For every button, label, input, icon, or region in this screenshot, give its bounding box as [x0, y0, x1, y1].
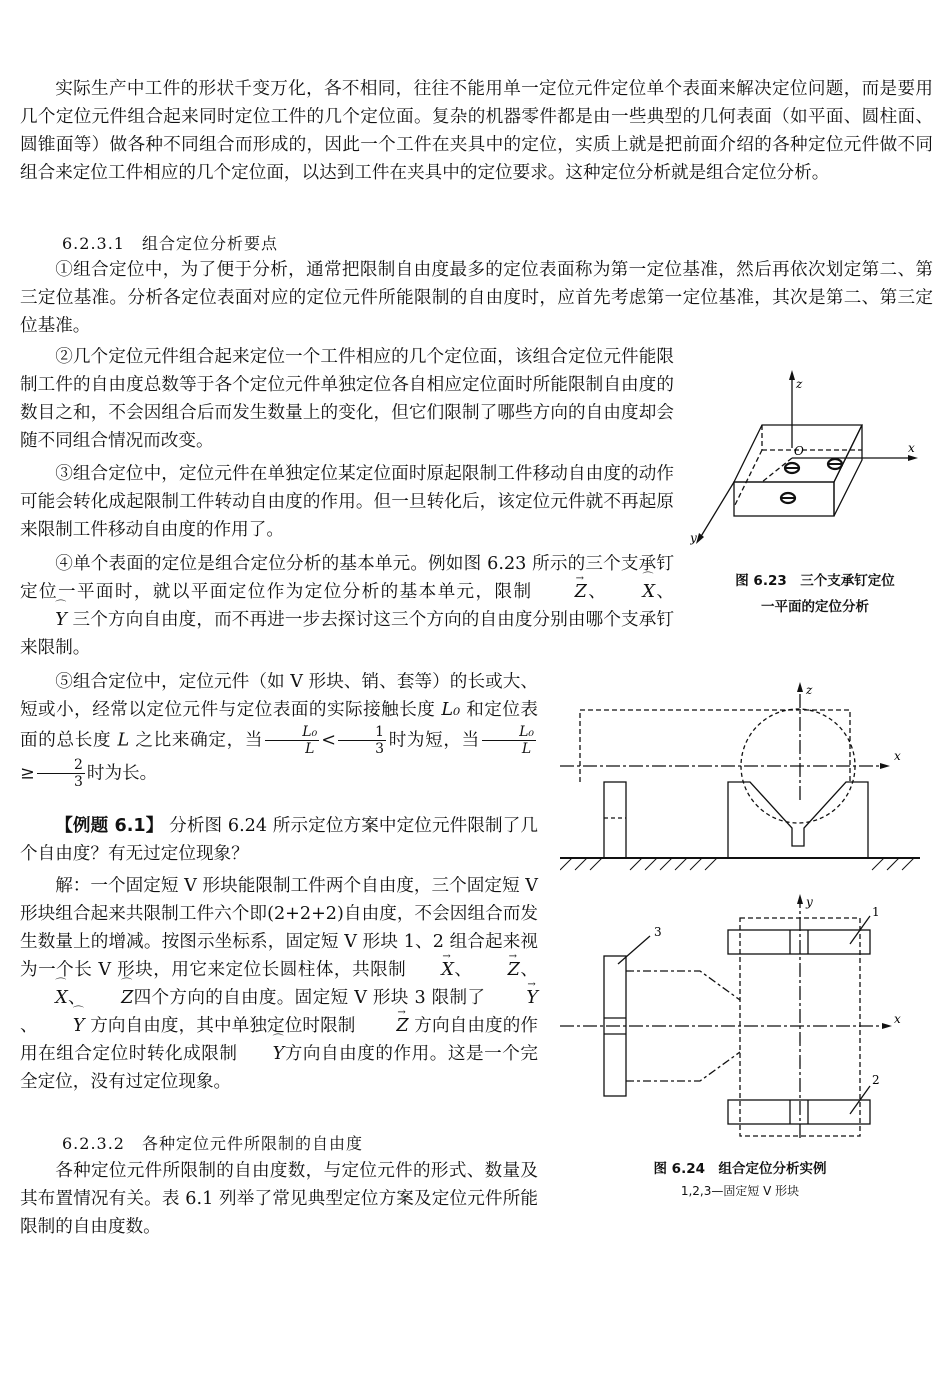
point-1-paragraph: ①组合定位中，为了便于分析，通常把限制自由度最多的定位表面称为第一定位基准，然后再依次划定第二、第三定位基准。分析各定位表面对应的定位元件所能限制的自由度时，应首先考虑第一定位基准，其次是第二、第三定位基准。 [20, 260, 933, 336]
fraction-L0-over-L-2: $\frac{\text{L₀}}{L}$ [482, 724, 536, 757]
symbol-L0: L₀ [441, 700, 461, 720]
fraction-one-third: $\frac{1}{3}$ [338, 724, 386, 757]
point-2-paragraph: ②几个定位元件组合起来定位一个工件相应的几个定位面，该组合定位元件能限制工件的自由度总数等于各个定位元件单独定位各自相应定位面时所能限制自由度的数目之和，不会因组合后而发生数量上的变化，但它们限制了哪些方向的自由度却会随不同组合情况而改变。 [20, 347, 674, 451]
section-heading-6-2-3-1: 6.2.3.1 组合定位分析要点 [62, 234, 278, 253]
example-text: 分析图 6.24 所示定位方案中定位元件限制了几个自由度？有无过定位现象？ [20, 816, 539, 864]
label-z-624: z [806, 683, 813, 697]
v-block-3-side [604, 782, 626, 858]
label-x-624: x [894, 749, 901, 763]
point-3-paragraph: ③组合定位中，定位元件在单独定位某定位面时原起限制工件移动自由度的动作可能会转化成起限制工件转动自由度的作用。但一旦转化后，该定位元件就不再起原来限制工件移动自由度的作用了。 [20, 464, 674, 540]
point-5-paragraph: ⑤组合定位中，定位元件（如 V 形块、销、套等）的长或大、短或小，经常以定位元件与定位表面的实际接触长度 L₀ 和定位表面的总长度 L 之比来确定，当 $\frac{\text{L₀}}{L}$ < $\frac{1}{3}$ 时为短，当 $\frac{\text{L₀}}{L}$ ≥ $\frac{2}{3}$ 时为长。 [20, 672, 538, 790]
example-6-1 [20, 812, 538, 868]
hat-x: ⌒ X [607, 578, 655, 606]
point-4-paragraph: ④单个表面的定位是组合定位分析的基本单元。例如图 6.23 所示的三个支承钉定位一平面时，就以平面定位作为定位分析的基本单元，限制 → Z、⌒ X、⌒ Y 三个方向自由度，而不再进一步去探讨这三个方向的自由度分别由哪个支承钉来限制。 [20, 550, 674, 662]
fraction-two-thirds: $\frac{2}{3}$ [37, 757, 85, 790]
figure-6-24-diagram [560, 678, 945, 1158]
v-block-1-top [728, 930, 870, 954]
example-label: 【例题 6.1】 [55, 816, 164, 836]
solution-paragraph: 解：一个固定短 V 形块能限制工件两个自由度，三个固定短 V 形块组合起来共限制工件六个即(2+2+2)自由度，不会因组合而发生数量上的增减。按图示坐标系，固定短 V 形块 1、2 组合起来视为一个长 V 形块，用它来定位长圆柱体，共限制→ X、→ Z、⌒ X、⌒ Z四个方向的自由度。固定短 V 形块 3 限制了 → Y、⌒ Y 方向自由度，其中单独定位时限制 → Z 方向自由度的作用在组合定位时转化成限制⌒ Y方向自由度的作用。这是一个完全定位，没有过定位现象。 [20, 872, 538, 1096]
callout-2: 2 [872, 1073, 880, 1087]
fraction-L0-over-L: $\frac{\text{L₀}}{L}$ [265, 724, 319, 757]
point-4-text-a: ④单个表面的定位是组合定位分析的基本单元。例如图 6.23 所示的三个支承钉定位一平面时，就以平面定位作为定位分析的基本单元，限制 [20, 554, 674, 602]
hat-y: ⌒ Y [20, 606, 67, 634]
callout-3: 3 [654, 925, 662, 939]
label-y-624: y [806, 895, 813, 909]
label-origin: O [794, 444, 804, 458]
v-block-1-side [728, 782, 868, 858]
figure-6-24-caption: 图 6.24 组合定位分析实例 1,2,3—固定短 V 形块 [653, 1161, 827, 1198]
y-axis [700, 482, 734, 538]
label-x2-624: x [894, 1012, 901, 1026]
point-4-text-b: 三个方向自由度，而不再进一步去探讨这三个方向的自由度分别由哪个支承钉来限制。 [20, 610, 674, 658]
intro-paragraph: 实际生产中工件的形状千变万化，各不相同，往往不能用单一定位元件定位单个表面来解决定位问题，而是要用几个定位元件组合起来同时定位工件的几个定位面。复杂的机器零件都是由一些典型的几何表面（如平面、圆柱面、圆锥面等）做各种不同组合而形成的，因此一个工件在夹具中的定位，实质上就是把前面介绍的各种定位元件做不同组合来定位工件相应的几个定位面，以达到工件在夹具中的定位要求。这种定位分析就是组合定位分析。 [20, 79, 933, 183]
section-heading-6-2-3-2: 6.2.3.2 各种定位元件所限制的自由度 [62, 1134, 363, 1153]
section-2-paragraph: 各种定位元件所限制的自由度数，与定位元件的形式、数量及其布置情况有关。表 6.1 列举了常见典型定位方案及定位元件所能限制的自由度数。 [20, 1161, 538, 1237]
figure-6-23-diagram [690, 360, 930, 560]
v-block-2-top [728, 1100, 870, 1124]
block-side-face [834, 425, 862, 516]
label-z: z [796, 377, 803, 391]
label-y: y [690, 531, 697, 545]
symbol-L: L [117, 730, 130, 751]
vec-z: → Z [539, 578, 586, 606]
callout-1: 1 [872, 905, 880, 919]
label-x: x [908, 441, 915, 455]
figure-6-23-caption: 图 6.23 三个支承钉定位 一平面的定位分析 [735, 573, 895, 615]
